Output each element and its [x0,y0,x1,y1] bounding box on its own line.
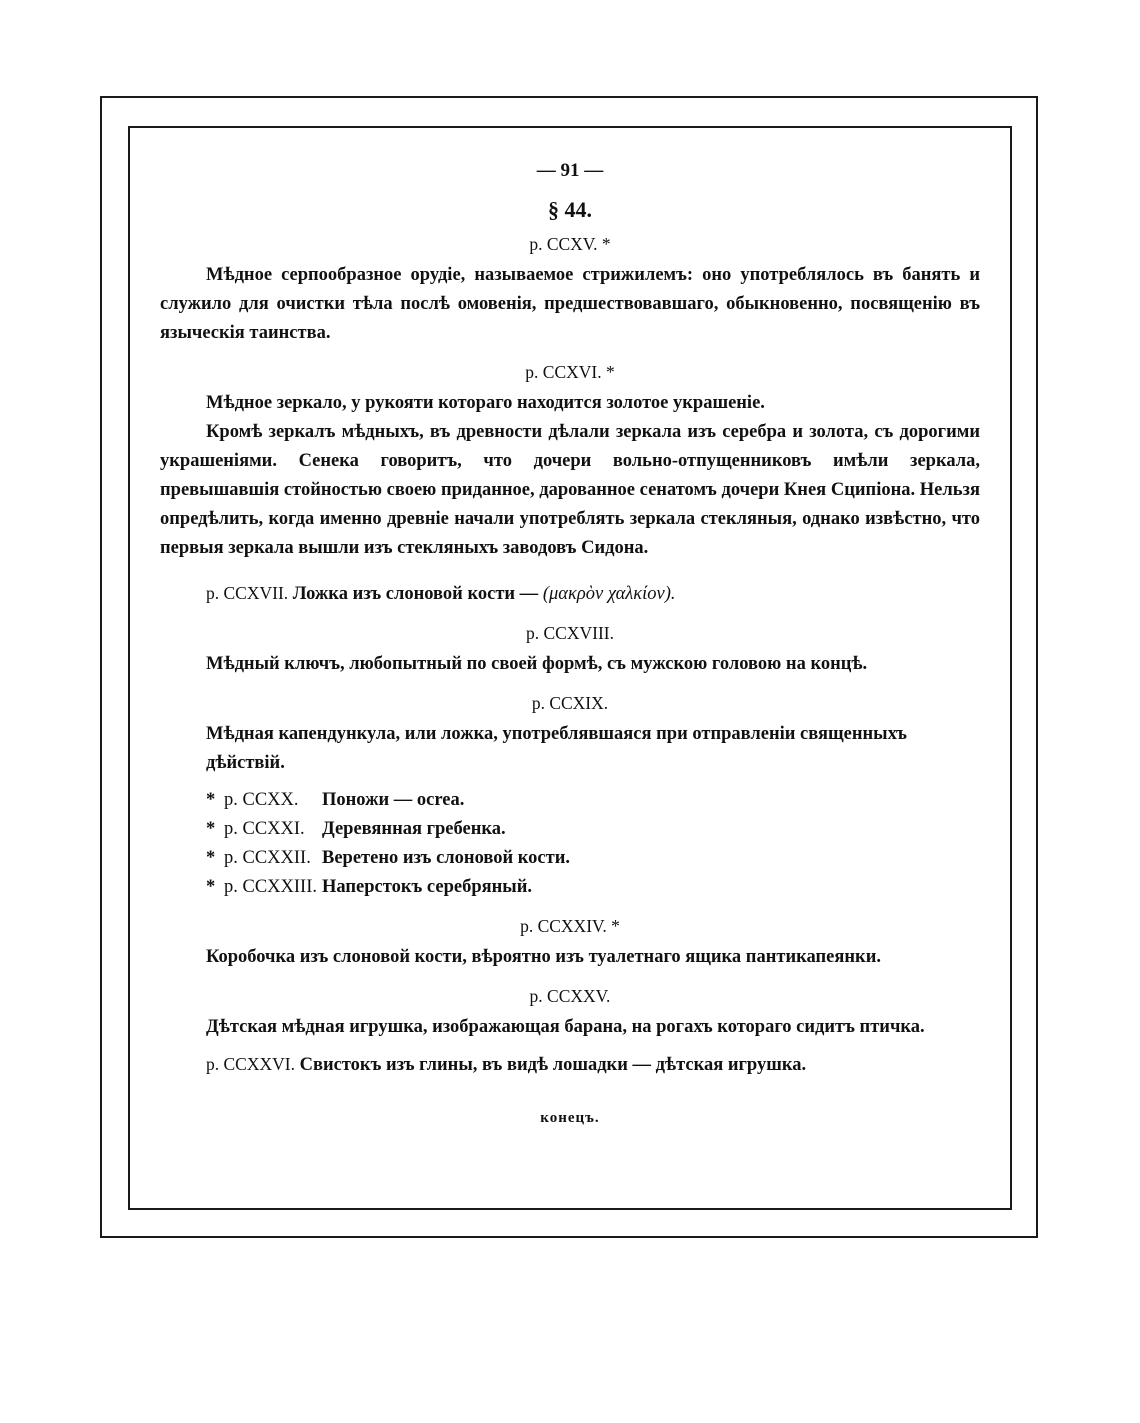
text-ccxv: Мѣдное серпообразное орудіе, называемое стрижилемъ: оно употреблялось въ банять и служило для очистки тѣла послѣ омовенія, предшествовавшаго, обыкновенно, посвященію въ языческія таинства. [160,265,980,343]
text-ccxvi-2: Кромѣ зеркалъ мѣдныхъ, въ древности дѣлали зеркала изъ серебра и золота, съ дорогими украшеніями. Сенека говоритъ, что дочери вольно-отпущенниковъ имѣли зеркала, превышавшія стойностью своею приданное, дарованное сенатомъ дочери Кнея Сципіона. Нельзя опредѣлить, когда именно древніе начали употреблять зеркала стекляныя, однако извѣстно, что первыя зеркала вышли изъ стекляныхъ заводовъ Сидона. [160,422,980,558]
ref-ccxxv: p. CCXXV. [529,986,611,1006]
text-ccxvi-1: Мѣдное зеркало, у рукояти котораго находится золотое украшеніе. [206,393,765,413]
star-mark: * [206,819,216,839]
star-mark: * [206,790,216,810]
outer-frame [100,96,1038,1238]
item-list [160,786,980,902]
ref-ccxviii: p. CCXVIII. [526,623,614,643]
end-mark: конецъ. [540,1110,600,1126]
ref-ccxvi: p. CCXVI. * [525,362,615,382]
ref-ccxix: p. CCXIX. [531,693,609,713]
list-text: Веретено изъ слоновой кости. [322,848,571,868]
list-text: Поножи — ocrea. [322,790,465,810]
list-ref: p. CCXXIII. [224,877,318,897]
ref-ccxxvi: p. CCXXVI. [206,1054,295,1074]
list-item [206,844,980,873]
page-number: — 91 — [536,160,604,181]
ref-ccxvii: p. CCXVII. [206,583,289,603]
text-ccxxvi: Свистокъ изъ глины, въ видѣ лошадки — дѣтская игрушка. [299,1055,807,1075]
text-ccxxiv: Коробочка изъ слоновой кости, вѣроятно изъ туалетнаго ящика пантикапеянки. [206,947,881,967]
list-ref: p. CCXX. [224,790,299,810]
ref-ccxv: p. CCXV. * [529,234,611,254]
greek-ccxvii: (μακρὸν χαλκίον). [542,584,676,604]
text-ccxvii: Ложка изъ слоновой кости — [292,584,539,604]
section-heading: § 44. [548,197,592,222]
list-ref: p. CCXXI. [224,819,305,839]
inner-frame [128,126,1012,1210]
list-ref: p. CCXXII. [224,848,311,868]
ref-ccxxiv: p. CCXXIV. * [520,916,620,936]
page-content [160,156,980,1133]
list-item [206,873,980,902]
list-text: Деревянная гребенка. [322,819,506,839]
star-mark: * [206,877,216,897]
entry-ccxvii [160,579,980,609]
text-ccxix: Мѣдная капендункула, или ложка, употреблявшаяся при отправленіи священныхъ дѣйствій. [206,724,907,773]
list-item [206,815,980,844]
entry-ccxxvi [160,1050,980,1080]
list-text: Наперстокъ серебряный. [322,877,533,897]
text-ccxxv: Дѣтская мѣдная игрушка, изображающая барана, на рогахъ котораго сидитъ птичка. [206,1017,925,1037]
list-item [206,786,980,815]
star-mark: * [206,848,216,868]
text-ccxviii: Мѣдный ключъ, любопытный по своей формѣ, съ мужскою головою на концѣ. [206,654,868,674]
